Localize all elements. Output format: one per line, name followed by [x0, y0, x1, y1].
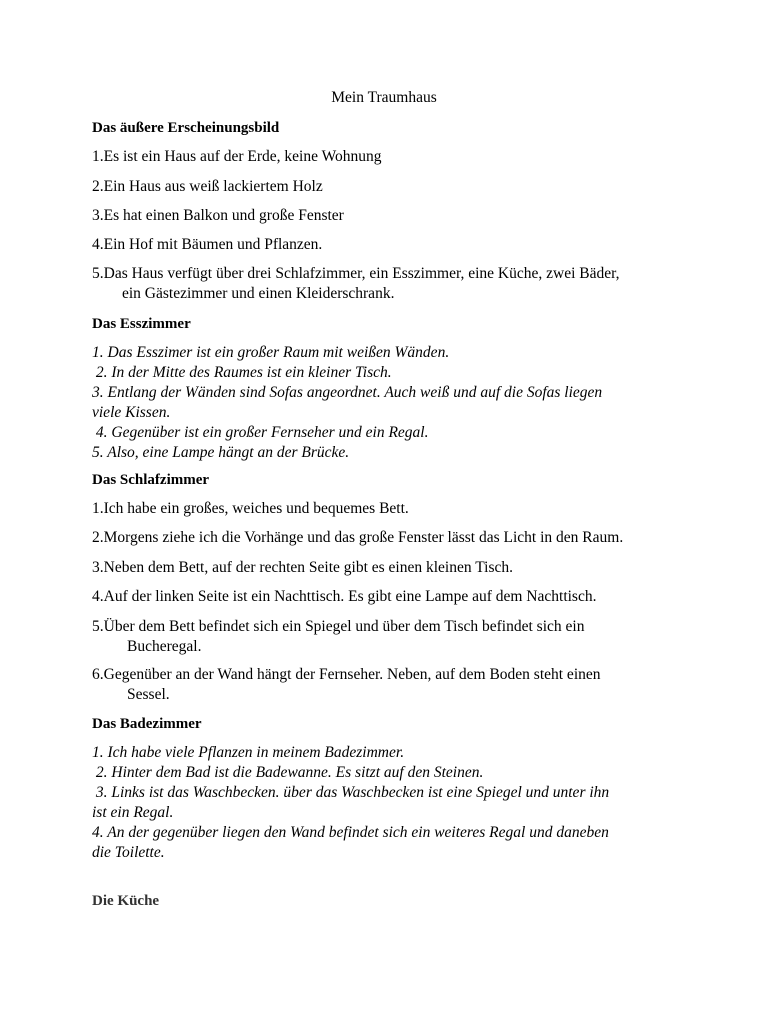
section-heading-dining-room: Das Esszimmer: [92, 316, 191, 332]
bathroom-line-3: 3. Links ist das Waschbecken. über das Waschbecken ist eine Spiegel und unter ihn: [92, 784, 610, 801]
exterior-item-5-line-1: 5.Das Haus verfügt über drei Schlafzimmer, ein Esszimmer, eine Küche, zwei Bäder,: [92, 265, 620, 282]
exterior-item-4: 4.Ein Hof mit Bäumen und Pflanzen.: [92, 236, 323, 253]
bathroom-line-2: 2. Hinter dem Bad ist die Badewanne. Es sitzt auf den Steinen.: [92, 764, 484, 781]
bedroom-item-5-line-1: 5.Über dem Bett befindet sich ein Spiegel und über dem Tisch befindet sich ein: [92, 618, 585, 635]
section-heading-kitchen: Die Küche: [92, 893, 160, 909]
bathroom-line-1: 1. Ich habe viele Pflanzen in meinem Badezimmer.: [92, 744, 405, 761]
section-heading-bedroom: Das Schlafzimmer: [92, 472, 210, 488]
bedroom-item-6-line-2: Sessel.: [127, 686, 170, 703]
document-title: Mein Traumhaus: [331, 89, 437, 106]
dining-line-4: viele Kissen.: [92, 404, 171, 421]
bedroom-item-3: 3.Neben dem Bett, auf der rechten Seite gibt es einen kleinen Tisch.: [92, 559, 513, 576]
dining-line-5: 4. Gegenüber ist ein großer Fernseher und ein Regal.: [92, 424, 429, 441]
bedroom-item-1: 1.Ich habe ein großes, weiches und bequemes Bett.: [92, 500, 409, 517]
exterior-item-5-line-2: ein Gästezimmer und einen Kleiderschrank.: [122, 285, 395, 302]
dining-line-1: 1. Das Esszimer ist ein großer Raum mit weißen Wänden.: [92, 344, 450, 361]
bedroom-item-6: [92, 665, 692, 705]
bathroom-line-5: 4. An der gegenüber liegen den Wand befindet sich ein weiteres Regal und daneben: [92, 824, 609, 841]
bedroom-item-5-line-2: Bucheregal.: [127, 638, 202, 655]
section-heading-exterior: Das äußere Erscheinungsbild: [92, 120, 280, 136]
exterior-item-3: 3.Es hat einen Balkon und große Fenster: [92, 207, 344, 224]
bedroom-item-2: 2.Morgens ziehe ich die Vorhänge und das große Fenster lässt das Licht in den Raum.: [92, 529, 624, 546]
bedroom-item-4: 4.Auf der linken Seite ist ein Nachttisch. Es gibt eine Lampe auf dem Nachttisch.: [92, 588, 597, 605]
exterior-item-1: 1.Es ist ein Haus auf der Erde, keine Wohnung: [92, 148, 382, 165]
dining-room-text: [92, 343, 692, 463]
dining-line-6: 5. Also, eine Lampe hängt an der Brücke.: [92, 444, 350, 461]
bathroom-text: [92, 743, 692, 863]
dining-line-3: 3. Entlang der Wänden sind Sofas angeordnet. Auch weiß und auf die Sofas liegen: [92, 384, 603, 401]
exterior-item-5: [92, 264, 692, 304]
bathroom-line-4: ist ein Regal.: [92, 804, 174, 821]
dining-line-2: 2. In der Mitte des Raumes ist ein kleiner Tisch.: [92, 364, 392, 381]
bathroom-line-6: die Toilette.: [92, 844, 165, 861]
bedroom-item-5: [92, 617, 692, 657]
section-heading-bathroom: Das Badezimmer: [92, 716, 202, 732]
bedroom-item-6-line-1: 6.Gegenüber an der Wand hängt der Fernseher. Neben, auf dem Boden steht einen: [92, 666, 601, 683]
exterior-item-2: 2.Ein Haus aus weiß lackiertem Holz: [92, 178, 323, 195]
